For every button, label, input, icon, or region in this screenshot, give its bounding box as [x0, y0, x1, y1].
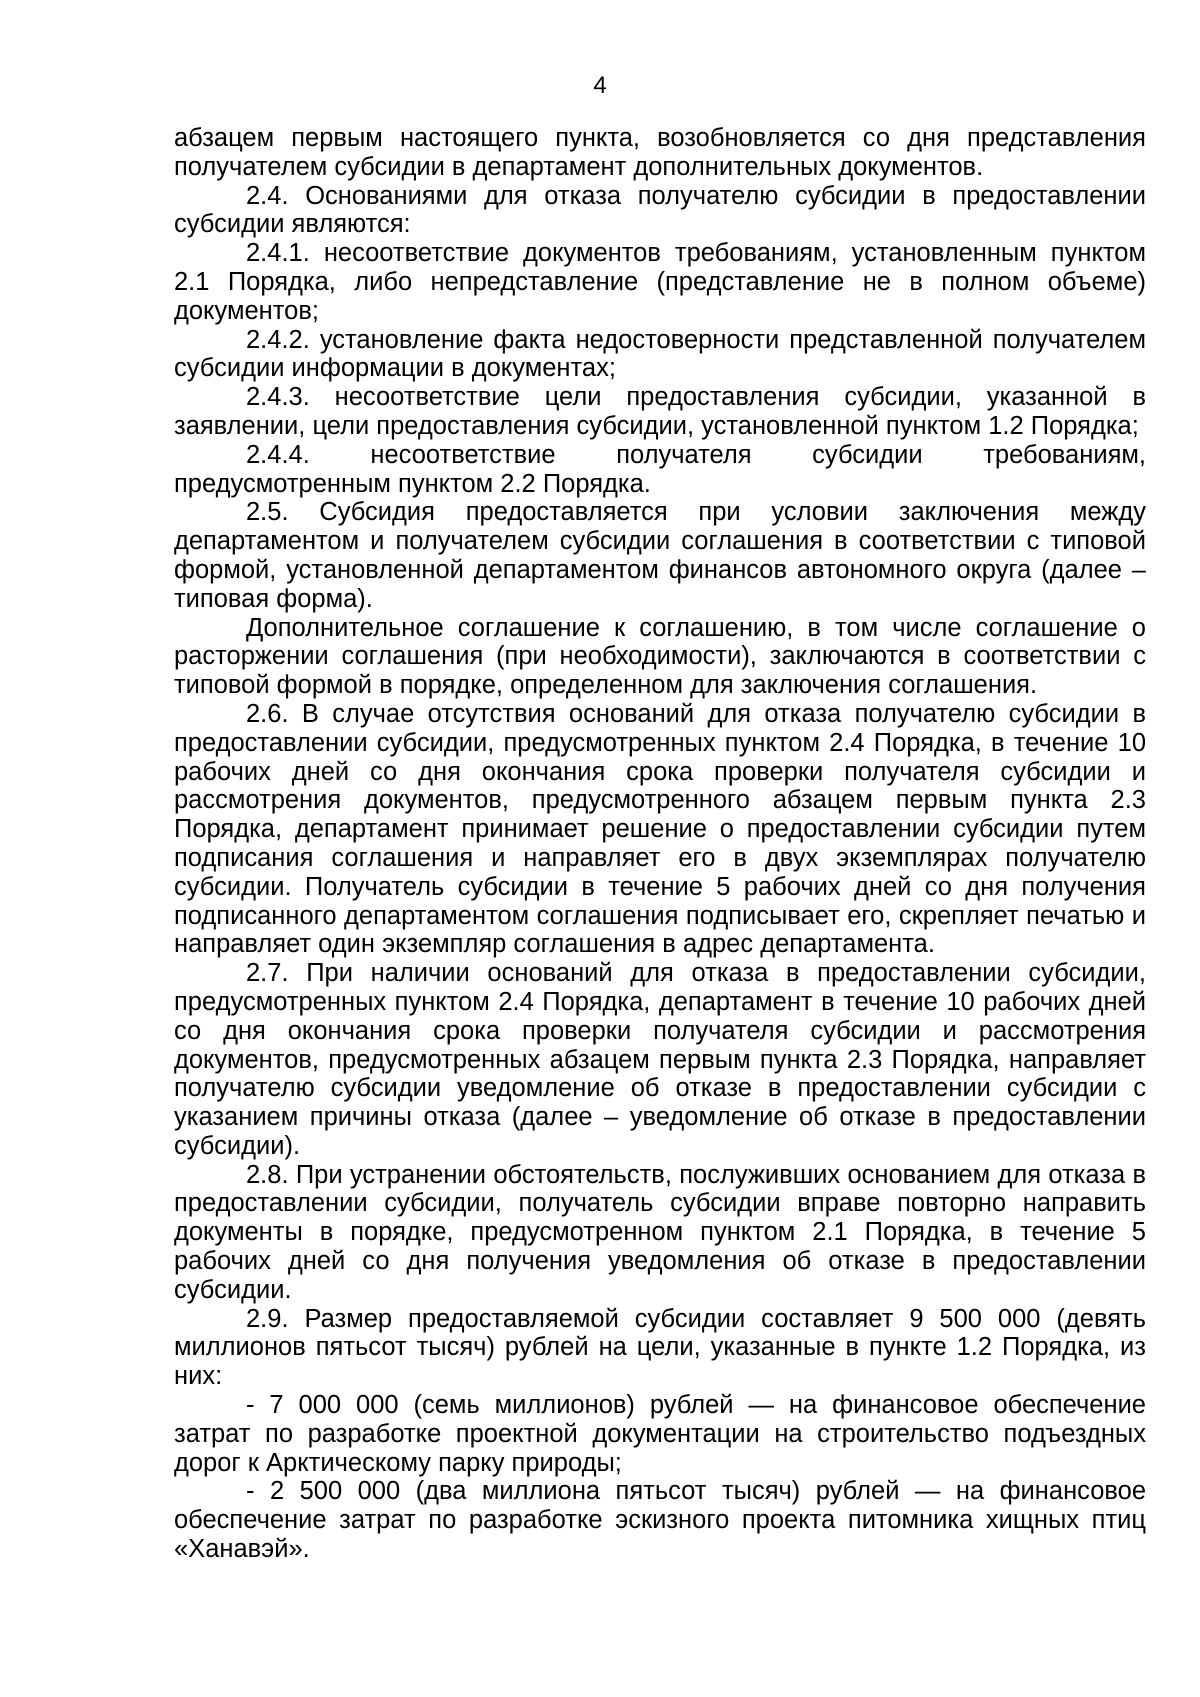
- document-body: [174, 124, 1146, 1564]
- paragraph-2-8: 2.8. При устранении обстоятельств, послуживших основанием для отказа в предоставлении субсидии, получатель субсидии вправе повторно направить документы в порядке, предусмотренном пунктом 2.1 Порядка, в течение 5 рабочих дней со дня получения уведомления об отказе в предоставлении субсидии.: [174, 1160, 1146, 1304]
- paragraph-2-4-1: 2.4.1. несоответствие документов требованиям, установленным пунктом 2.1 Порядка, либо непредставление (представление не в полном объеме) документов;: [174, 239, 1146, 325]
- paragraph-2-5-additional: Дополнительное соглашение к соглашению, в том числе соглашение о расторжении соглашения (при необходимости), заключаются в соответствии с типовой формой в порядке, определенном для заключения соглашения.: [174, 613, 1146, 700]
- paragraph-2-9: 2.9. Размер предоставляемой субсидии составляет 9 500 000 (девять миллионов пятьсот тысяч) рублей на цели, указанные в пункте 1.2 Порядка, из них:: [174, 1304, 1146, 1391]
- paragraph-2-7: 2.7. При наличии оснований для отказа в предоставлении субсидии, предусмотренных пунктом 2.4 Порядка, департамент в течение 10 рабочих дней со дня окончания срока проверки получателя субсидии и рассмотрения документов, предусмотренных абзацем первым пункта 2.3 Порядка, направляет получателю субсидии уведомление об отказе в предоставлении субсидии с указанием причины отказа (далее – уведомление об отказе в предоставлении субсидии).: [174, 959, 1146, 1160]
- paragraph-2-4: 2.4. Основаниями для отказа получателю субсидии в предоставлении субсидии являются:: [174, 181, 1146, 239]
- paragraph-2-4-4: 2.4.4. несоответствие получателя субсидии требованиям, предусмотренным пунктом 2.2 Порядка.: [174, 440, 1146, 498]
- paragraph-2-6: 2.6. В случае отсутствия оснований для отказа получателю субсидии в предоставлении субсидии, предусмотренных пунктом 2.4 Порядка, в течение 10 рабочих дней со дня окончания срока проверки получателя субсидии и рассмотрения документов, предусмотренного абзацем первым пункта 2.3 Порядка, департамент принимает решение о предоставлении субсидии путем подписания соглашения и направляет его в двух экземплярах получателю субсидии. Получатель субсидии в течение 5 рабочих дней со дня получения подписанного департаментом соглашения подписывает его, скрепляет печатью и направляет один экземпляр соглашения в адрес департамента.: [174, 699, 1146, 959]
- paragraph-2-5: 2.5. Субсидия предоставляется при условии заключения между департаментом и получателем субсидии соглашения в соответствии с типовой формой, установленной департаментом финансов автономного округа (далее – типовая форма).: [174, 498, 1146, 613]
- paragraph-2-4-3: 2.4.3. несоответствие цели предоставления субсидии, указанной в заявлении, цели предоставления субсидии, установленной пунктом 1.2 Порядка;: [174, 383, 1146, 440]
- paragraph-2-9-item-nursery: - 2 500 000 (два миллиона пятьсот тысяч) рублей — на финансовое обеспечение затрат по разработке эскизного проекта питомника хищных птиц «Ханавэй».: [174, 1477, 1146, 1564]
- paragraph-2-4-2: 2.4.2. установление факта недостоверности представленной получателем субсидии информации в документах;: [174, 325, 1146, 383]
- paragraph-2-9-item-roads: - 7 000 000 (семь миллионов) рублей — на финансовое обеспечение затрат по разработке проектной документации на строительство подъездных дорог к Арктическому парку природы;: [174, 1391, 1146, 1477]
- page-number: 4: [593, 72, 607, 99]
- paragraph-continuation: абзацем первым настоящего пункта, возобновляется со дня представления получателем субсидии в департамент дополнительных документов.: [174, 124, 1146, 181]
